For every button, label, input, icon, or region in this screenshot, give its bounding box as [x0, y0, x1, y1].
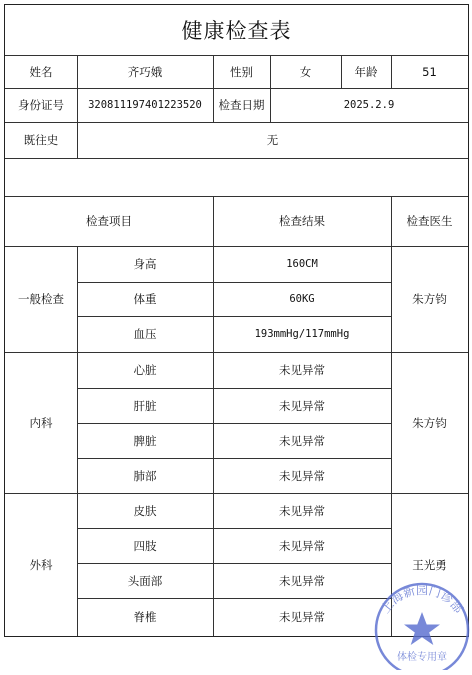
health-check-form	[4, 4, 469, 637]
stamp-star-icon	[404, 612, 440, 645]
group-general-doctor: 朱方钧	[412, 292, 447, 306]
group-internal-doctor: 朱方钧	[412, 415, 447, 430]
group-general-label: 一般检查	[18, 292, 64, 306]
item-heart: 心脏	[133, 363, 157, 377]
result-spine: 未见异常	[279, 610, 325, 624]
item-skin: 皮肤	[133, 503, 157, 518]
page-title: 健康检查表	[181, 19, 292, 43]
date-label: 检查日期	[218, 98, 265, 112]
id-label: 身份证号	[18, 98, 64, 112]
result-liver: 未见异常	[279, 398, 325, 413]
stamp-text-top: 上海新园门诊部	[378, 583, 466, 616]
group-surgical-label: 外科	[29, 557, 53, 572]
item-height: 身高	[133, 257, 157, 271]
item-lung: 肺部	[133, 468, 157, 483]
stamp-text-bottom: 体检专用章	[397, 652, 447, 663]
result-limbs: 未见异常	[279, 538, 325, 553]
result-heart: 未见异常	[279, 363, 325, 377]
group-surgical-doctor: 王光勇	[412, 557, 447, 572]
item-spleen: 脾脏	[133, 433, 157, 448]
result-weight: 60KG	[289, 293, 315, 305]
gender-label: 性别	[230, 64, 253, 79]
item-spine: 脊椎	[133, 610, 157, 624]
history-value: 无	[266, 133, 279, 147]
item-weight: 体重	[133, 292, 157, 306]
header-exam-result: 检查结果	[279, 214, 325, 228]
history-label: 既往史	[23, 133, 59, 147]
group-internal-label: 内科	[29, 415, 53, 430]
header-exam-doctor: 检查医生	[406, 214, 453, 228]
item-blood-pressure: 血压	[133, 327, 157, 341]
gender-value: 女	[299, 64, 312, 79]
name-label: 姓名	[29, 64, 53, 79]
id-value: 320811197401223520	[88, 99, 202, 111]
result-lung: 未见异常	[279, 468, 325, 483]
date-value: 2025.2.9	[343, 99, 395, 111]
item-limbs: 四肢	[133, 538, 157, 553]
header-exam-item: 检查项目	[86, 214, 132, 228]
result-blood-pressure: 193mmHg/117mmHg	[254, 328, 350, 340]
result-head-face: 未见异常	[279, 573, 325, 588]
item-liver: 肝脏	[133, 398, 157, 413]
age-value: 51	[422, 64, 437, 79]
item-head-face: 头面部	[127, 573, 163, 588]
age-label: 年龄	[354, 64, 378, 79]
result-spleen: 未见异常	[279, 433, 325, 448]
official-stamp	[368, 574, 472, 670]
result-skin: 未见异常	[279, 503, 325, 518]
name-value: 齐巧娥	[127, 64, 163, 79]
result-height: 160CM	[286, 258, 318, 270]
